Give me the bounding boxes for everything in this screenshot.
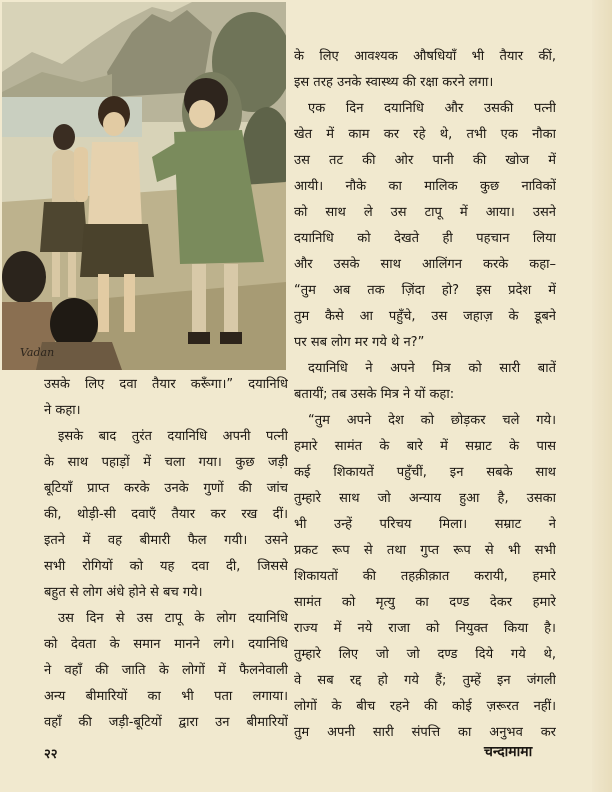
text-line: एक दिन दयानिधि और उसकी पत्नी	[308, 101, 556, 116]
text-line: बहुत से लोग अंधे होने से बच गये।	[44, 585, 203, 600]
text-line: और उसके साथ आलिंगन करके कहा–	[294, 257, 556, 272]
text-line: कई शिकायतें पहुँचीं, इन सबके साथ	[294, 465, 556, 480]
text-line: तुम्हारे लिए जो जो दण्ड दिये गये थे,	[294, 647, 556, 662]
page-number: २२	[44, 747, 58, 762]
text-line: “तुम अब तक ज़िंदा हो? इस प्रदेश में	[294, 283, 556, 298]
text-line: के साथ पहाड़ों में चला गया। कुछ जड़ी	[44, 455, 288, 470]
text-line: शिकायतों की तहक़ीक़ात करायी, हमारे	[294, 569, 556, 584]
right-text-column	[294, 44, 556, 746]
text-line: इतने में वह बीमारी फैल गयी। उसने	[44, 533, 288, 548]
text-line: प्रकट रूप से तथा गुप्त रूप से भी सभी	[294, 543, 556, 558]
text-line: तुम अपनी सारी संपत्ति का अनुभव कर	[294, 725, 556, 740]
text-line: आयी। नौके का मालिक कुछ नाविकों	[294, 179, 556, 194]
text-line: वे सब रद्द हो गये हैं; तुम्हें इन जंगली	[294, 673, 556, 688]
page-edge	[592, 0, 612, 792]
text-line: इसके बाद तुरंत दयानिधि अपनी पत्नी	[58, 429, 288, 444]
text-line: तुम्हारे साथ जो अन्याय हुआ है, उसका	[294, 491, 556, 506]
text-line: भी उन्हें परिचय मिला। सम्राट ने	[294, 517, 556, 532]
text-line: ने कहा।	[44, 403, 81, 418]
text-line: वहाँ की जड़ी-बूटियों द्वारा उन बीमारियों	[44, 715, 288, 730]
magazine-name: चन्दामामा	[484, 744, 533, 760]
text-line: को देवता के समान मानने लगे। दयानिधि	[44, 637, 288, 652]
illustration-drawing	[2, 2, 286, 370]
text-line: दयानिधि ने अपने मित्र को सारी बातें	[308, 361, 556, 376]
text-line: को साथ ले उस टापू में आया। उसने	[294, 205, 556, 220]
text-line: उसके लिए दवा तैयार करूँगा।” दयानिधि	[44, 377, 288, 392]
text-line: तुम कैसे आ पहुँचे, उस जहाज़ के डूबने	[294, 309, 556, 324]
text-line: उस दिन से उस टापू के लोग दयानिधि	[58, 611, 288, 626]
artist-signature: Vadan	[20, 346, 55, 359]
text-line: राज्य में नये राजा को नियुक्त किया है।	[294, 621, 556, 636]
text-line: लोगों के बीच रहने की कोई ज़रूरत नहीं।	[294, 699, 556, 714]
text-line: सभी रोगियों को यह दवा दी, जिससे	[44, 559, 288, 574]
text-line: उस तट की ओर पानी की खोज में	[294, 153, 556, 168]
text-line: ने वहाँ की जाति के लोगों में फैलनेवाली	[44, 663, 288, 678]
text-line: खेत में काम कर रहे थे, तभी एक नौका	[294, 127, 556, 142]
text-line: इस तरह उनके स्वास्थ्य की रक्षा करने लगा।	[294, 75, 494, 90]
text-line: दयानिधि को देखते ही पहचान लिया	[294, 231, 556, 246]
text-line: बतायीं; तब उसके मित्र ने यों कहा:	[294, 387, 455, 402]
text-line: “तुम अपने देश को छोड़कर चले गये।	[308, 413, 556, 428]
left-text-column	[44, 372, 288, 736]
text-line: की, थोड़ी-सी दवाएँ तैयार कर रख दीं।	[44, 507, 288, 522]
text-line: के लिए आवश्यक औषधियाँ भी तैयार कीं,	[294, 49, 556, 64]
text-line: सामंत को मृत्यु का दण्ड देकर हमारे	[294, 595, 556, 610]
text-line: पर सब लोग मर गये थे न?”	[294, 335, 425, 350]
story-illustration	[2, 2, 286, 370]
text-line: बूटियाँ प्राप्त करके उनके गुणों की जांच	[44, 481, 288, 496]
text-line: अन्य बीमारियों का भी पता लगाया।	[44, 689, 288, 704]
text-line: हमारे सामंत के बारे में सम्राट के पास	[294, 439, 556, 454]
